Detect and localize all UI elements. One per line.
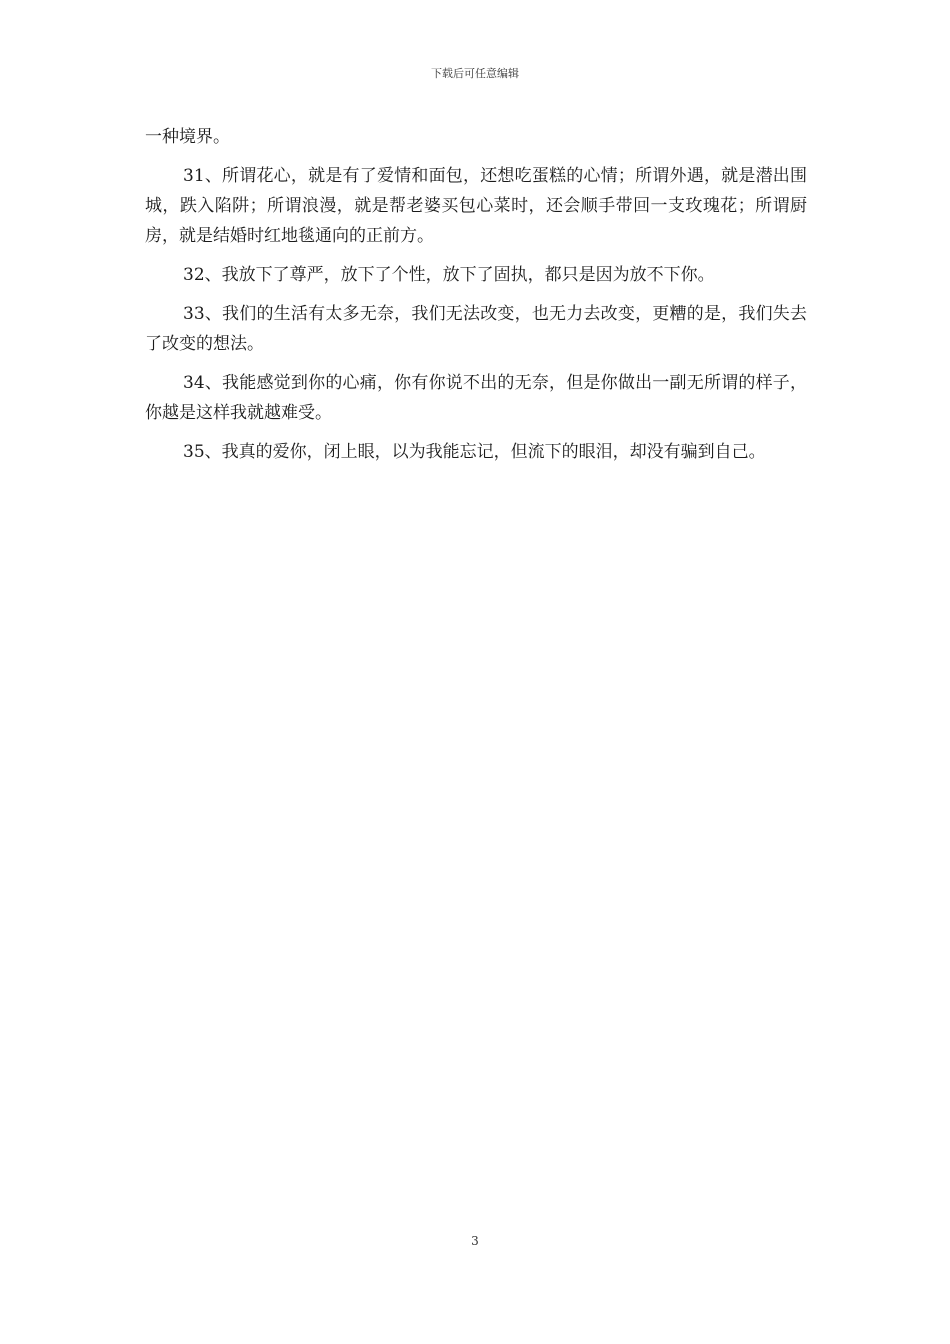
paragraph-item-35: 35、我真的爱你，闭上眼，以为我能忘记，但流下的眼泪，却没有骗到自己。 [183, 442, 766, 462]
paragraph-item-33: 33、我们的生活有太多无奈，我们无法改变，也无力去改变，更糟的是，我们失去了改变的想法。 [145, 304, 807, 354]
document-body [145, 122, 807, 467]
paragraph-item-31: 31、所谓花心，就是有了爱情和面包，还想吃蛋糕的心情；所谓外遇，就是潜出围城，跌入陷阱；所谓浪漫，就是帮老婆买包心菜时，还会顺手带回一支玫瑰花；所谓厨房，就是结婚时红地毯通向的正前方。 [145, 166, 807, 246]
page-number: 3 [471, 1234, 479, 1248]
paragraph-item-34: 34、我能感觉到你的心痛，你有你说不出的无奈，但是你做出一副无所谓的样子，你越是这样我就越难受。 [145, 373, 807, 423]
paragraph-continuation: 一种境界。 [145, 127, 230, 147]
page-header: 下载后可任意编辑 [431, 67, 519, 80]
paragraph-item-32: 32、我放下了尊严，放下了个性，放下了固执，都只是因为放不下你。 [183, 265, 715, 285]
